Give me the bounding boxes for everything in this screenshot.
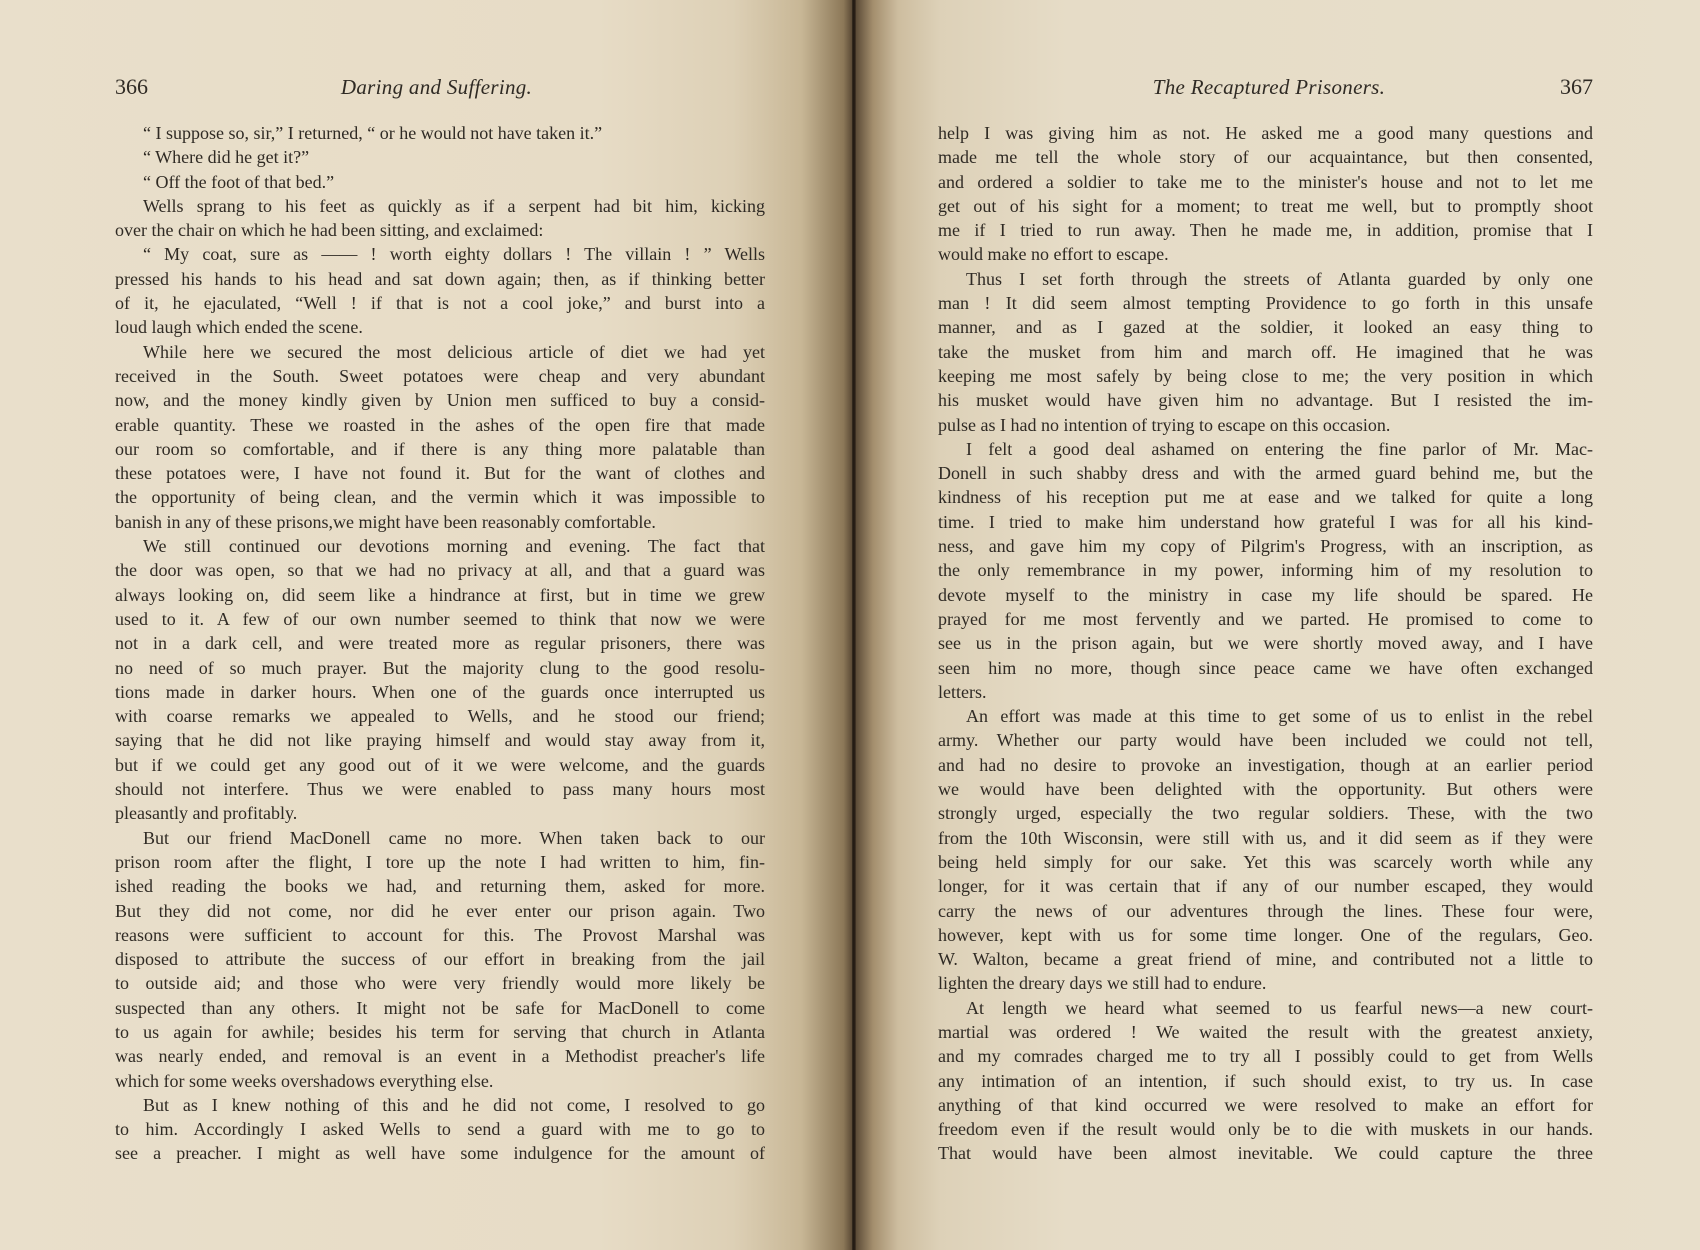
text-line: An effort was made at this time to get some of us to enlist in the rebel: [966, 706, 1593, 727]
text-line: loud laugh which ended the scene.: [115, 317, 363, 338]
text-line: kindness of his reception put me at ease and we talked for quite a long: [938, 487, 1593, 508]
text-line: and my comrades charged me to try all I possibly could to get from Wells: [938, 1046, 1593, 1067]
text-line: get out of his sight for a moment; to treat me well, but to promptly shoot: [938, 195, 1593, 216]
text-line: and had no desire to provoke an investigation, though at an earlier period: [938, 754, 1593, 775]
text-line: take the musket from him and march off. He imagined that he was: [938, 341, 1593, 362]
text-line: manner, and as I gazed at the soldier, it looked an easy thing to: [938, 317, 1593, 338]
text-line: strongly urged, especially the two regular soldiers. These, with the two: [938, 803, 1593, 824]
page-number-right: 367: [1559, 74, 1593, 99]
text-line: devote myself to the ministry in case my life should be spared. He: [938, 584, 1593, 605]
text-line: “ Off the foot of that bed.”: [143, 171, 335, 192]
text-line: help I was giving him as not. He asked me a good many questions and: [938, 123, 1593, 143]
text-line: pressed his hands to his head and sat down again; then, as if thinking better: [115, 268, 765, 289]
text-line: Wells sprang to his feet as quickly as if a serpent had bit him, kicking: [143, 195, 765, 216]
text-line: I felt a good deal ashamed on entering the fine parlor of Mr. Mac-: [966, 438, 1593, 459]
text-line: suspected than any others. It might not be safe for MacDonell to come: [115, 997, 765, 1018]
text-line: time. I tried to make him understand how grateful I was for all his kind-: [938, 511, 1593, 532]
right-page-header: [938, 74, 1593, 114]
text-line: these potatoes were, I have not found it. But for the want of clothes and: [115, 463, 765, 484]
text-line: prison room after the flight, I tore up the note I had written to him, fin-: [115, 851, 765, 872]
left-page-header: [115, 74, 765, 114]
text-line: would make no effort to escape.: [938, 244, 1169, 265]
text-line: being held simply for our sake. Yet this was scarcely worth while any: [938, 851, 1593, 872]
text-line: banish in any of these prisons,we might have been reasonably comfortable.: [115, 511, 656, 532]
text-line: the door was open, so that we had no privacy at all, and that a guard was: [115, 560, 765, 581]
text-line: letters.: [938, 681, 987, 702]
text-line: was nearly ended, and removal is an event in a Methodist preacher's life: [115, 1046, 765, 1067]
text-line: ished reading the books we had, and returning them, asked for more.: [115, 876, 765, 897]
text-line: prayed for me most fervently and we parted. He promised to come to: [938, 608, 1593, 629]
text-line: from the 10th Wisconsin, were still with us, and it did seem as if they were: [938, 827, 1593, 848]
text-line: see us in the prison again, but we were shortly moved away, and I have: [938, 633, 1593, 654]
text-line: pulse as I had no intention of trying to escape on this occasion.: [938, 414, 1391, 435]
text-line: his musket would have given him no advantage. But I resisted the im-: [938, 390, 1593, 411]
text-line: no need of so much prayer. But the majority clung to the good resolu-: [115, 657, 765, 678]
text-line: to him. Accordingly I asked Wells to send a guard with me to go to: [115, 1119, 765, 1140]
text-line: “ I suppose so, sir,” I returned, “ or he would not have taken it.”: [143, 123, 603, 143]
text-line: should not interfere. Thus we were enabled to pass many hours most: [115, 779, 765, 800]
text-line: me if I tried to run away. Then he made me, in addition, promise that I: [938, 220, 1593, 241]
text-line: not in a dark cell, and were treated more as regular prisoners, there was: [115, 633, 765, 654]
text-line: see a preacher. I might as well have some indulgence for the amount of: [115, 1143, 765, 1164]
text-line: keeping me most safely by being close to me; the very position in which: [938, 365, 1593, 386]
text-line: we would have been delighted with the opportunity. But others were: [938, 779, 1593, 800]
text-line: to us again for awhile; besides his term for serving that church in Atlanta: [115, 1021, 765, 1042]
text-line: which for some weeks overshadows everything else.: [115, 1070, 494, 1091]
text-line: carry the news of our adventures through the lines. These four were,: [938, 900, 1593, 921]
text-line: to outside aid; and those who were very friendly would more likely be: [115, 973, 765, 994]
text-line: freedom even if the result would only be to die with muskets in our hands.: [938, 1119, 1593, 1140]
text-line: over the chair on which he had been sitting, and exclaimed:: [115, 220, 544, 241]
text-line: seen him no more, though since peace came we have often exchanged: [938, 657, 1593, 678]
text-line: used to it. A few of our own number seemed to think that now we were: [115, 608, 765, 629]
right-page: [856, 0, 1700, 1250]
text-line: saying that he did not like praying himself and would stay away from it,: [115, 730, 765, 751]
text-line: While here we secured the most delicious article of diet we had yet: [143, 341, 765, 362]
running-title-left: Daring and Suffering.: [340, 75, 533, 99]
text-line: But as I knew nothing of this and he did not come, I resolved to go: [143, 1094, 765, 1115]
text-line: erable quantity. These we roasted in the ashes of the open fire that made: [115, 414, 765, 435]
text-line: and ordered a soldier to take me to the minister's house and not to let me: [938, 171, 1593, 192]
text-line: anything of that kind occurred we were resolved to make an effort for: [938, 1094, 1593, 1115]
text-line: but if we could get any good out of it we were welcome, and the guards: [115, 754, 765, 775]
text-line: man ! It did seem almost tempting Providence to go forth in this unsafe: [938, 293, 1593, 314]
text-line: our room so comfortable, and if there is any thing more palatable than: [115, 438, 765, 459]
right-page-text: [938, 121, 1593, 1166]
page-number-left: 366: [115, 74, 148, 99]
text-line: lighten the dreary days we still had to endure.: [938, 973, 1267, 994]
text-line: That would have been almost inevitable. We could capture the three: [938, 1143, 1593, 1164]
text-line: of it, he ejaculated, “Well ! if that is not a cool joke,” and burst into a: [115, 293, 765, 314]
text-line: made me tell the whole story of our acquaintance, but then consented,: [938, 147, 1593, 168]
text-line: now, and the money kindly given by Union men sufficed to buy a consid-: [115, 390, 765, 411]
text-line: martial was ordered ! We waited the result with the greatest anxiety,: [938, 1021, 1593, 1042]
text-line: ness, and gave him my copy of Pilgrim's Progress, with an inscription, as: [938, 536, 1593, 557]
text-line: We still continued our devotions morning and evening. The fact that: [143, 536, 765, 557]
text-line: “ My coat, sure as —— ! worth eighty dollars ! The villain ! ” Wells: [143, 244, 765, 265]
text-line: always looking on, did seem like a hindrance at first, but in time we grew: [115, 584, 765, 605]
text-line: “ Where did he get it?”: [143, 147, 310, 168]
text-line: the only remembrance in my power, informing him of my resolution to: [938, 560, 1593, 581]
text-line: But they did not come, nor did he ever enter our prison again. Two: [115, 900, 765, 921]
text-line: But our friend MacDonell came no more. When taken back to our: [143, 827, 765, 848]
text-line: received in the South. Sweet potatoes were cheap and very abundant: [115, 365, 765, 386]
text-line: Thus I set forth through the streets of Atlanta guarded by only one: [966, 268, 1593, 289]
text-line: reasons were sufficient to account for this. The Provost Marshal was: [115, 924, 765, 945]
text-line: longer, for it was certain that if any of our number escaped, they would: [938, 876, 1593, 897]
text-line: however, kept with us for some time longer. One of the regulars, Geo.: [938, 924, 1593, 945]
text-line: Donell in such shabby dress and with the armed guard behind me, but the: [938, 463, 1593, 484]
running-title-right: The Recaptured Prisoners.: [1152, 75, 1386, 99]
text-line: army. Whether our party would have been included we could not tell,: [938, 730, 1593, 751]
left-page-text: [115, 121, 765, 1166]
text-line: tions made in darker hours. When one of the guards once interrupted us: [115, 681, 765, 702]
text-line: with coarse remarks we appealed to Wells, and he stood our friend;: [115, 706, 765, 727]
text-line: W. Walton, became a great friend of mine, and contributed not a little to: [938, 949, 1593, 970]
text-line: disposed to attribute the success of our effort in breaking from the jail: [115, 949, 765, 970]
text-line: any intimation of an intention, if such should exist, to try us. In case: [938, 1070, 1593, 1091]
text-line: At length we heard what seemed to us fearful news—a new court-: [966, 997, 1593, 1018]
text-line: pleasantly and profitably.: [115, 803, 298, 824]
text-line: the opportunity of being clean, and the vermin which it was impossible to: [115, 487, 765, 508]
